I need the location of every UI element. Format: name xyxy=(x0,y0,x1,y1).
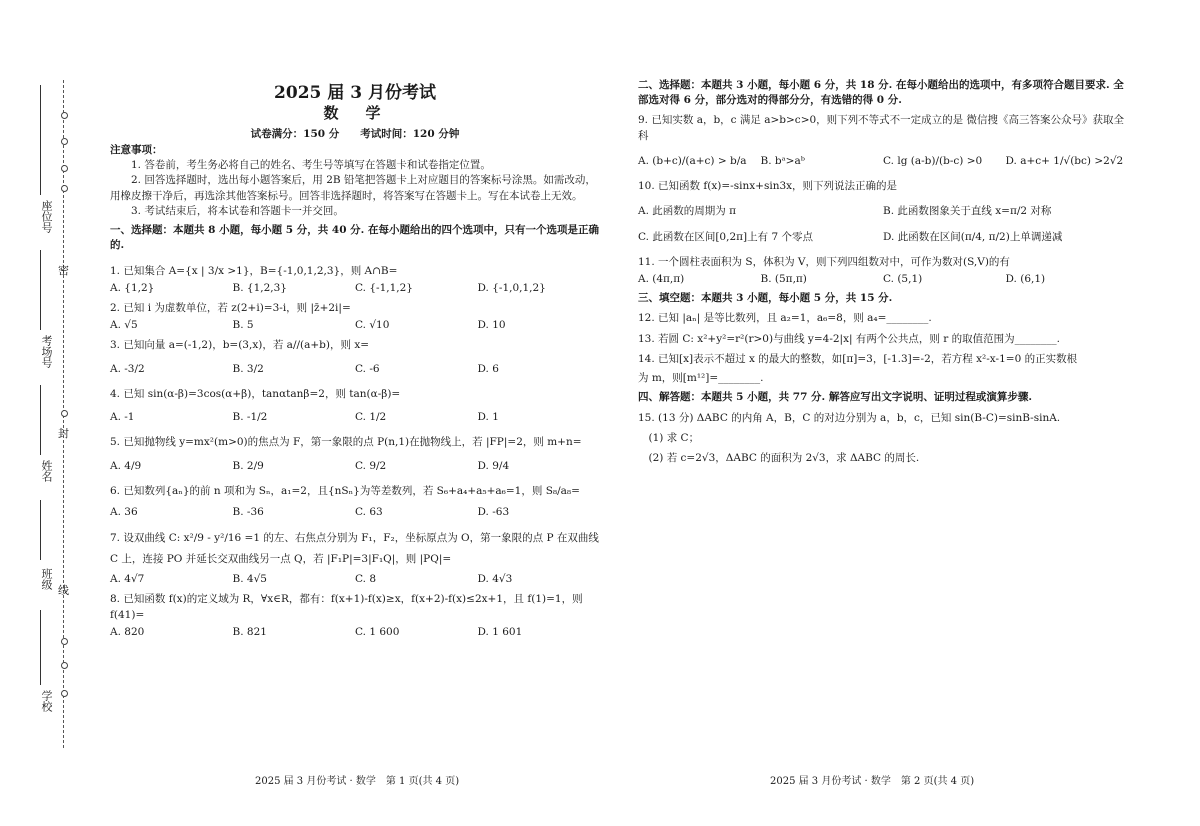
question-10 xyxy=(638,179,1128,245)
option-b: B. (5π,π) xyxy=(760,272,807,285)
options-row xyxy=(110,318,600,333)
page1-footer: 2025 届 3 月份考试 · 数学 第 1 页(共 4 页) xyxy=(255,776,460,787)
option-d: D. a+c+ 1/√(bc) >2√2 xyxy=(1005,154,1124,167)
school-line xyxy=(40,610,41,685)
section-4-heading: 四、解答题：本题共 5 小题，共 77 分. 解答应写出文字说明、证明过程或演算步骤. xyxy=(638,391,1033,404)
option-a: A. 820 xyxy=(110,625,145,638)
class-label: 班级 xyxy=(40,568,53,590)
question-stem: 11. 一个圆柱表面积为 S，体积为 V，则下列四组数对中，可作为数对(S,V)的有 xyxy=(638,255,1010,268)
class-line xyxy=(40,500,41,560)
notice-item: 3. 考试结束后，将本试卷和答题卡一并交回。 xyxy=(131,204,344,217)
options-row xyxy=(110,410,600,425)
option-b: B. {1,2,3} xyxy=(232,281,287,294)
question-3 xyxy=(110,338,600,376)
page1-body xyxy=(110,143,600,644)
question-9 xyxy=(638,113,1128,169)
exam-title: 2025 届 3 月份考试 xyxy=(274,83,436,103)
section-1-heading: 一、选择题：本题共 8 小题，每小题 5 分，共 40 分. 在每小题给出的四个选项中，只有一个选项是正确的. xyxy=(110,224,599,252)
question-4 xyxy=(110,387,600,425)
question-stem: 9. 已知实数 a，b，c 满足 a>b>c>0，则下列不等式不一定成立的是 微信搜《高三答案公众号》获取全科 xyxy=(638,114,1125,142)
question-14-cont: 为 m，则[m¹²]=________. xyxy=(638,372,764,385)
section-3-heading: 三、填空题：本题共 3 小题，每小题 5 分，共 15 分. xyxy=(638,292,893,305)
seat-label: 座位号 xyxy=(40,200,53,233)
seal-mark-mi: 密 xyxy=(58,264,69,277)
question-stem: 4. 已知 sin(α-β)=3cos(α+β)，tanαtanβ=2，则 tan(α-β)= xyxy=(110,387,401,400)
seat-line xyxy=(40,85,41,195)
option-c: C. {-1,1,2} xyxy=(355,281,413,294)
binding-hole xyxy=(61,138,68,145)
option-b: B. 2/9 xyxy=(232,459,264,472)
question-15-part-1: (1) 求 C； xyxy=(648,431,700,444)
option-c: C. √10 xyxy=(355,319,390,332)
options-row xyxy=(110,625,600,640)
options-row xyxy=(638,230,1128,245)
options-row xyxy=(638,272,1128,287)
question-5 xyxy=(110,435,600,473)
option-d: D. (6,1) xyxy=(1005,272,1046,285)
notice-item: 2. 回答选择题时，选出每小题答案后，用 2B 铅笔把答题卡上对应题目的答案标号涂黑。如需改动，用橡皮擦干净后，再选涂其他答案标号。回答非选择题时，将答案写在答题卡上。写在本试卷上无效。 xyxy=(110,174,596,202)
option-d: D. 9/4 xyxy=(477,459,510,472)
question-14: 14. 已知[x]表示不超过 x 的最大的整数，如[π]=3，[-1.3]=-2，若方程 x²-x-1=0 的正实数根 xyxy=(638,352,1078,365)
option-a: A. (4π,π) xyxy=(638,272,685,285)
question-7 xyxy=(110,528,600,587)
option-a: A. {1,2} xyxy=(110,281,155,294)
question-12: 12. 已知 |aₙ| 是等比数列，且 a₂=1，a₆=8，则 a₄=________. xyxy=(638,312,932,325)
question-stem: 1. 已知集合 A={x | 3/x >1}，B={-1,0,1,2,3}，则 A∩B= xyxy=(110,264,398,277)
section-2-heading: 二、选择题：本题共 3 小题，每小题 6 分，共 18 分. 在每小题给出的选项中，有多项符合题目要求. 全部选对得 6 分，部分选对的得部分分，有选错的得 0 分. xyxy=(638,79,1124,107)
option-b: B. bᵃ>aᵇ xyxy=(760,154,805,167)
option-d: D. 10 xyxy=(477,319,506,332)
options-row xyxy=(638,154,1128,169)
question-8 xyxy=(110,592,600,640)
notice-item: 1. 答卷前，考生务必将自己的姓名、考生号等填写在答题卡和试卷指定位置。 xyxy=(131,159,491,172)
binding-hole xyxy=(61,690,68,697)
binding-hole xyxy=(61,185,68,192)
option-c: C. lg (a-b)/(b-c) >0 xyxy=(883,154,983,167)
notice-heading: 注意事项： xyxy=(110,144,163,156)
option-d: D. {-1,0,1,2} xyxy=(477,281,546,294)
option-c: C. 此函数在区间[0,2π]上有 7 个零点 xyxy=(638,230,813,243)
question-stem: 2. 已知 i 为虚数单位，若 z(2+i)=3-i，则 |z̄+2i|= xyxy=(110,301,351,314)
option-d: D. 1 xyxy=(477,411,499,424)
binding-hole xyxy=(61,638,68,645)
question-stem: 7. 设双曲线 C: x²/9 - y²/16 =1 的左、右焦点分别为 F₁，F₂，坐标原点为 O，第一象限的点 P 在双曲线 C 上，连接 PO 并延长交双曲线另一点 Q，若 |F₁P|=3|F₁Q|，则 |PQ|= xyxy=(110,532,599,566)
options-row xyxy=(110,505,600,520)
question-13: 13. 若圆 C: x²+y²=r²(r>0)与曲线 y=4-2|x| 有两个公共点，则 r 的取值范围为________. xyxy=(638,332,1060,345)
option-c: C. 63 xyxy=(355,505,383,518)
option-a: A. -1 xyxy=(110,411,135,424)
option-b: B. 3/2 xyxy=(232,362,264,375)
options-row xyxy=(110,281,600,296)
question-1 xyxy=(110,264,600,296)
question-11 xyxy=(638,255,1128,287)
question-15-part-2: (2) 若 c=2√3，ΔABC 的面积为 2√3，求 ΔABC 的周长. xyxy=(648,451,920,464)
option-a: A. (b+c)/(a+c) > b/a xyxy=(638,154,747,167)
option-a: A. √5 xyxy=(110,319,138,332)
binding-hole xyxy=(61,662,68,669)
option-c: C. (5,1) xyxy=(883,272,923,285)
question-stem: 10. 已知函数 f(x)=-sinx+sin3x，则下列说法正确的是 xyxy=(638,180,898,193)
question-6 xyxy=(110,484,600,520)
exam-room-label: 考场号 xyxy=(40,335,53,368)
question-stem: 6. 已知数列{aₙ}的前 n 项和为 Sₙ，a₁=2，且{nSₙ}为等差数列，若 S₆+a₄+a₅+a₆=1，则 S₈/a₈= xyxy=(110,484,580,497)
option-b: B. 5 xyxy=(232,319,254,332)
binding-hole xyxy=(61,165,68,172)
options-row xyxy=(638,204,1128,219)
seal-mark-xian: 线 xyxy=(58,584,69,597)
question-stem: 5. 已知抛物线 y=mx²(m>0)的焦点为 F，第一象限的点 P(n,1)在抛物线上，若 |FP|=2，则 m+n= xyxy=(110,436,582,449)
option-c: C. 9/2 xyxy=(355,459,387,472)
option-b: B. -1/2 xyxy=(232,411,268,424)
question-2 xyxy=(110,301,600,333)
options-row xyxy=(110,572,600,587)
option-a: A. 4√7 xyxy=(110,573,145,586)
page2-body xyxy=(638,74,1128,466)
option-d: D. 1 601 xyxy=(477,625,523,638)
option-b: B. 821 xyxy=(232,625,267,638)
option-d: D. 4√3 xyxy=(477,573,513,586)
option-c: C. 8 xyxy=(355,573,377,586)
option-a: A. 36 xyxy=(110,505,138,518)
option-b: B. -36 xyxy=(232,505,264,518)
name-label: 姓名 xyxy=(40,460,53,482)
option-a: A. -3/2 xyxy=(110,362,145,375)
option-d: D. 此函数在区间(π/4, π/2)上单调递减 xyxy=(883,230,1063,243)
exam-meta: 试卷满分：150 分 考试时间：120 分钟 xyxy=(250,128,460,140)
option-a: A. 4/9 xyxy=(110,459,142,472)
option-b: B. 4√5 xyxy=(232,573,267,586)
question-stem: 8. 已知函数 f(x)的定义域为 R，∀x∈R，都有：f(x+1)-f(x)≥x，f(x+2)-f(x)≤2x+1，且 f(1)=1，则 f(41)= xyxy=(110,593,583,621)
options-row xyxy=(110,459,600,474)
name-line xyxy=(40,385,41,455)
option-a: A. 此函数的周期为 π xyxy=(638,205,736,218)
option-c: C. 1 600 xyxy=(355,625,400,638)
question-stem: 3. 已知向量 a=(-1,2)，b=(3,x)，若 a//(a+b)，则 x= xyxy=(110,339,370,352)
subject-title: 数 学 xyxy=(323,104,387,122)
option-b: B. 此函数图象关于直线 x=π/2 对称 xyxy=(883,205,1052,218)
exam-room-line xyxy=(40,250,41,330)
option-c: C. -6 xyxy=(355,362,380,375)
binding-hole xyxy=(61,410,68,417)
binding-hole xyxy=(61,112,68,119)
option-d: D. -63 xyxy=(477,505,510,518)
option-d: D. 6 xyxy=(477,362,499,375)
seal-mark-feng: 封 xyxy=(58,427,69,440)
page2-footer: 2025 届 3 月份考试 · 数学 第 2 页(共 4 页) xyxy=(770,776,975,787)
school-label: 学校 xyxy=(40,690,53,712)
option-c: C. 1/2 xyxy=(355,411,387,424)
options-row xyxy=(110,362,600,377)
question-15: 15. (13 分) ΔABC 的内角 A，B，C 的对边分别为 a，b，c，已知 sin(B-C)=sinB-sinA. xyxy=(638,411,1061,424)
